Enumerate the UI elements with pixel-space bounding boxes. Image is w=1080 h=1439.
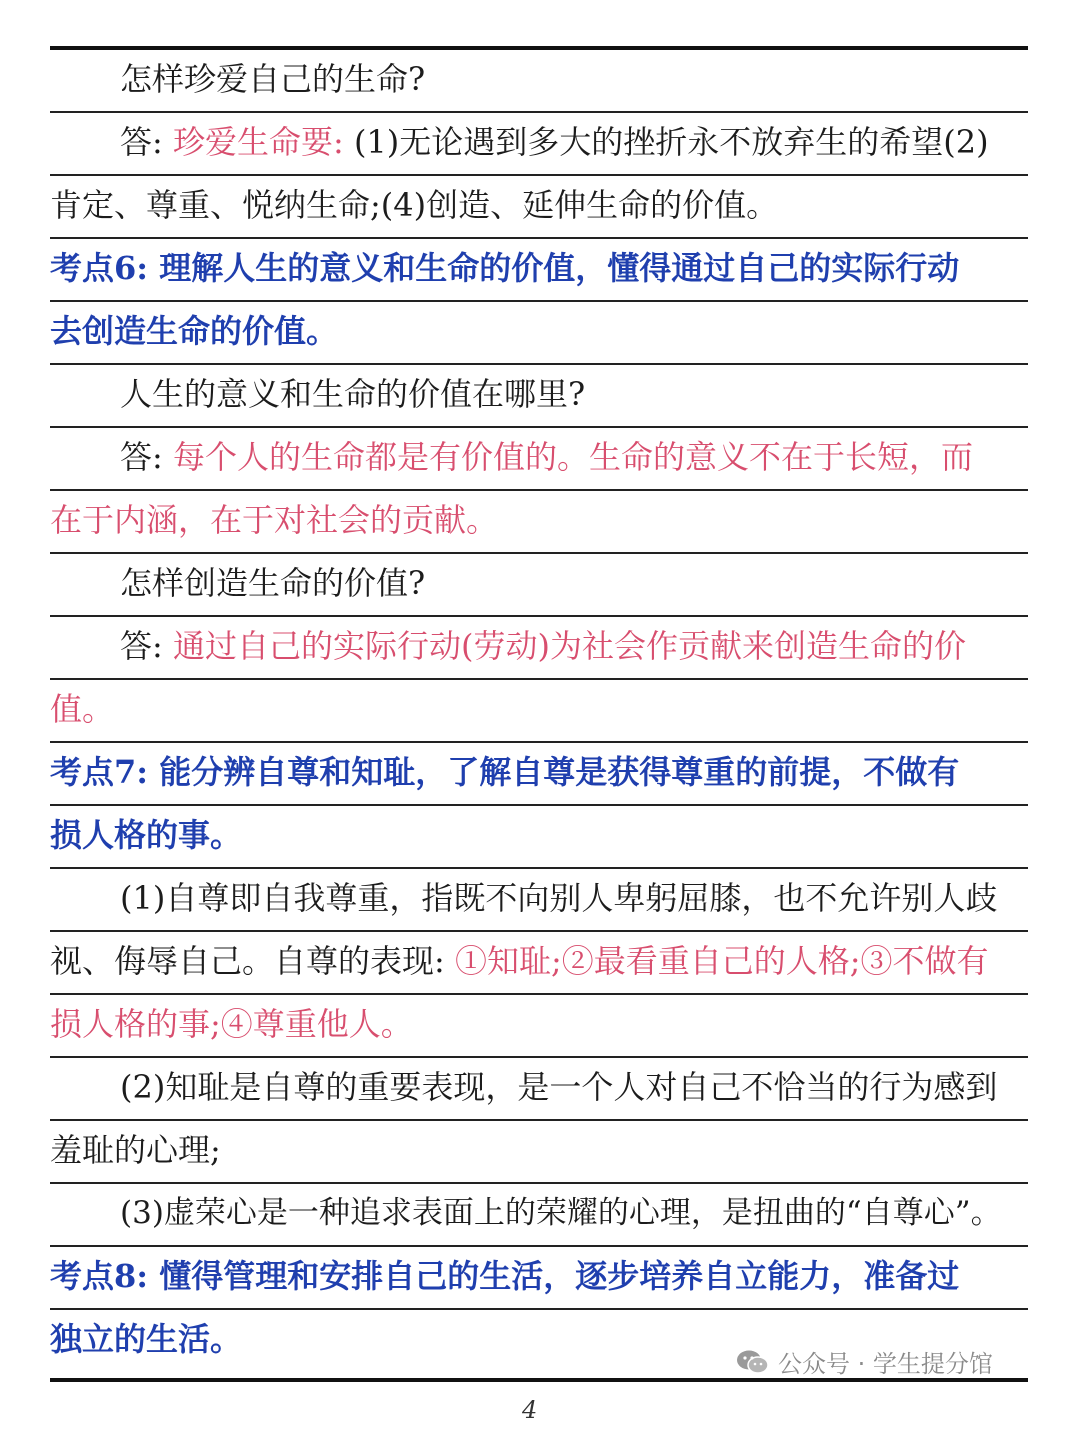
answer-text: 损人格的事;④尊重他人。 <box>50 1005 413 1043</box>
answer-text: 每个人的生命都是有价值的。生命的意义不在于长短，而 <box>172 438 973 476</box>
line-text: (1)自尊即自我尊重，指既不向别人卑躬屈膝，也不允许别人歧 <box>120 879 998 917</box>
self-respect-manifestation-cont <box>50 995 1028 1058</box>
answer-create-value-cont <box>50 680 1028 743</box>
self-respect-definition <box>50 869 1028 932</box>
line-text: 怎样珍爱自己的生命? <box>120 60 426 98</box>
question-create-value <box>50 554 1028 617</box>
key-point-6 <box>50 239 1028 302</box>
answer-text: 通过自己的实际行动(劳动)为社会作贡献来创造生命的价 <box>172 627 966 665</box>
key-point-7-cont <box>50 806 1028 869</box>
key-point-text: 考点8: 懂得管理和安排自己的生活，逐步培养自立能力，准备过 <box>50 1257 960 1295</box>
key-point-8 <box>50 1247 1028 1310</box>
answer-text: ①知耻;②最看重自己的人格;③不做有 <box>454 942 989 980</box>
key-point-text: 考点6: 理解人生的意义和生命的价值，懂得通过自己的实际行动 <box>50 249 960 287</box>
sense-of-shame-cont <box>50 1121 1028 1184</box>
answer-label: 答: <box>120 123 173 161</box>
answer-cherish-life <box>50 113 1028 176</box>
key-point-text: 独立的生活。 <box>50 1320 243 1358</box>
answer-cherish-life-cont <box>50 176 1028 239</box>
answer-create-value <box>50 617 1028 680</box>
line-text: 人生的意义和生命的价值在哪里? <box>120 375 586 413</box>
watermark <box>736 1344 993 1379</box>
question-meaning-of-life <box>50 365 1028 428</box>
vanity <box>50 1184 1028 1247</box>
answer-meaning-of-life-cont <box>50 491 1028 554</box>
key-point-text: 损人格的事。 <box>50 816 243 854</box>
key-point-7 <box>50 743 1028 806</box>
answer-label: 答: <box>120 627 173 665</box>
answer-meaning-of-life <box>50 428 1028 491</box>
self-respect-definition-cont <box>50 932 1028 995</box>
wechat-icon <box>736 1349 770 1375</box>
line-text: (1)无论遇到多大的挫折永不放弃生的希望(2) <box>353 123 989 161</box>
line-text: (3)虚荣心是一种追求表面上的荣耀的心理，是扭曲的“自尊心”。 <box>120 1195 1002 1231</box>
sense-of-shame <box>50 1058 1028 1121</box>
line-text: 视、侮辱自己。自尊的表现: <box>50 942 455 980</box>
answer-text: 值。 <box>50 690 115 728</box>
watermark-text: 公众号 · 学生提分馆 <box>778 1350 993 1378</box>
line-text: 羞耻的心理; <box>50 1131 221 1169</box>
line-text: 怎样创造生命的价值? <box>120 564 426 602</box>
answer-label: 答: <box>120 438 173 476</box>
key-point-text: 去创造生命的价值。 <box>50 312 339 350</box>
key-point-6-cont <box>50 302 1028 365</box>
page-number: 4 <box>522 1396 538 1424</box>
answer-text: 在于内涵，在于对社会的贡献。 <box>50 501 499 539</box>
line-text: (2)知耻是自尊的重要表现，是一个人对自己不恰当的行为感到 <box>120 1068 998 1106</box>
line-text: 肯定、尊重、悦纳生命;(4)创造、延伸生命的价值。 <box>50 186 779 224</box>
answer-key-text: 珍爱生命要: <box>172 123 354 161</box>
question-cherish-life <box>50 50 1028 113</box>
key-point-text: 考点7: 能分辨自尊和知耻，了解自尊是获得尊重的前提，不做有 <box>50 753 960 791</box>
